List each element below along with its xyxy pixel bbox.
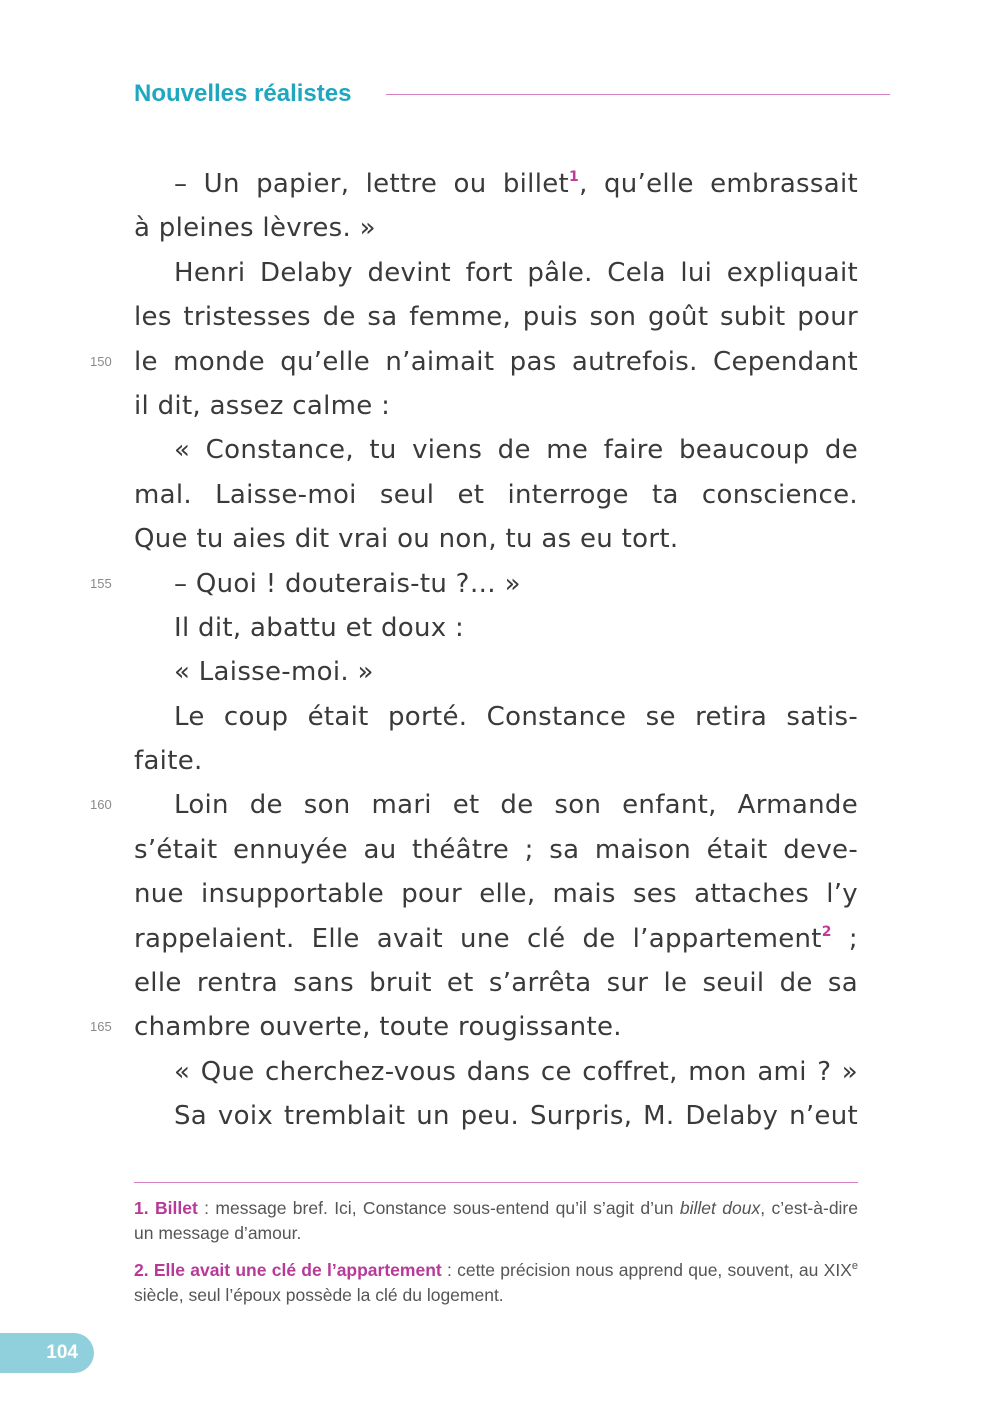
text-line: Le coup était porté. Constance se retira satis- bbox=[174, 701, 858, 732]
text-line: elle rentra sans bruit et s’arrêta sur le seuil de sa bbox=[134, 968, 858, 999]
footnote-superscript: e bbox=[851, 1260, 858, 1272]
footnote-divider bbox=[134, 1182, 858, 1183]
text-line: il dit, assez calme : bbox=[134, 390, 391, 421]
footnote-number: 2. bbox=[134, 1259, 149, 1280]
text-line: 160 Loin de son mari et de son enfant, Armande bbox=[134, 783, 858, 827]
text-line: 155 – Quoi ! douterais-tu ?… » bbox=[134, 562, 858, 606]
text-line: Il dit, abattu et doux : bbox=[174, 612, 465, 643]
footnote-2 bbox=[134, 1254, 858, 1308]
footnote-italic: billet doux bbox=[679, 1198, 761, 1218]
footnote-term: Elle avait une clé de l’appartement bbox=[153, 1259, 442, 1280]
footnote-text: : message bref. Ici, Constance sous-entend qu’il s’agit d’un bbox=[197, 1198, 680, 1218]
section-title: Nouvelles réalistes bbox=[134, 80, 352, 107]
running-header bbox=[134, 78, 890, 110]
text-line: s’était ennuyée au théâtre ; sa maison était deve- bbox=[134, 834, 858, 865]
footnote-text: : cette précision nous apprend que, souvent, au XIX bbox=[441, 1259, 852, 1280]
body-text bbox=[90, 162, 858, 1139]
footnotes bbox=[134, 1196, 858, 1316]
text-line: – Un papier, lettre ou billet$^1$, qu’elle embrassait bbox=[174, 169, 858, 199]
text-line: Sa voix tremblait un peu. Surpris, M. Delaby n’eut bbox=[174, 1101, 858, 1132]
footnote-ref-2[interactable]: 2 bbox=[821, 923, 832, 940]
text-line: « Que cherchez-vous dans ce coffret, mon ami ? » bbox=[174, 1056, 858, 1087]
text-line: nue insupportable pour elle, mais ses attaches l’y bbox=[134, 879, 858, 910]
text-line: à pleines lèvres. » bbox=[134, 213, 376, 244]
text-line: les tristesses de sa femme, puis son goût subit pour bbox=[134, 302, 858, 333]
text-line: 150 le monde qu’elle n’aimait pas autrefois. Cependant bbox=[134, 340, 858, 384]
footnote-term: Billet bbox=[155, 1198, 198, 1218]
footnote-ref-1[interactable]: 1 bbox=[569, 169, 580, 185]
text-line: « Constance, tu viens de me faire beaucoup de bbox=[174, 435, 858, 466]
header-rule bbox=[386, 94, 890, 95]
text-line: Que tu aies dit vrai ou non, tu as eu tort. bbox=[134, 524, 679, 555]
text-line: « Laisse-moi. » bbox=[174, 657, 374, 688]
footnote-text: , c’est-à-dire un message d’amour. bbox=[134, 1198, 858, 1243]
text-line: mal. Laisse-moi seul et interroge ta conscience. bbox=[134, 479, 858, 510]
text-line: Henri Delaby devint fort pâle. Cela lui expliquait bbox=[174, 257, 858, 288]
footnote-number: 1. bbox=[134, 1198, 149, 1218]
line-number: 160 bbox=[90, 797, 112, 813]
text-line: 165 chambre ouverte, toute rougissante. bbox=[134, 1005, 858, 1049]
line-number: 155 bbox=[90, 575, 112, 591]
line-number: 165 bbox=[90, 1019, 112, 1035]
line-number: 150 bbox=[90, 353, 112, 369]
footnote-1 bbox=[134, 1196, 858, 1246]
footnote-text: siècle, seul l’époux possède la clé du logement. bbox=[134, 1284, 504, 1305]
text-line: faite. bbox=[134, 746, 203, 777]
text-line: rappelaient. Elle avait une clé de l’appartement$^2$ ; bbox=[134, 923, 858, 954]
page-number: 104 bbox=[0, 1333, 94, 1373]
